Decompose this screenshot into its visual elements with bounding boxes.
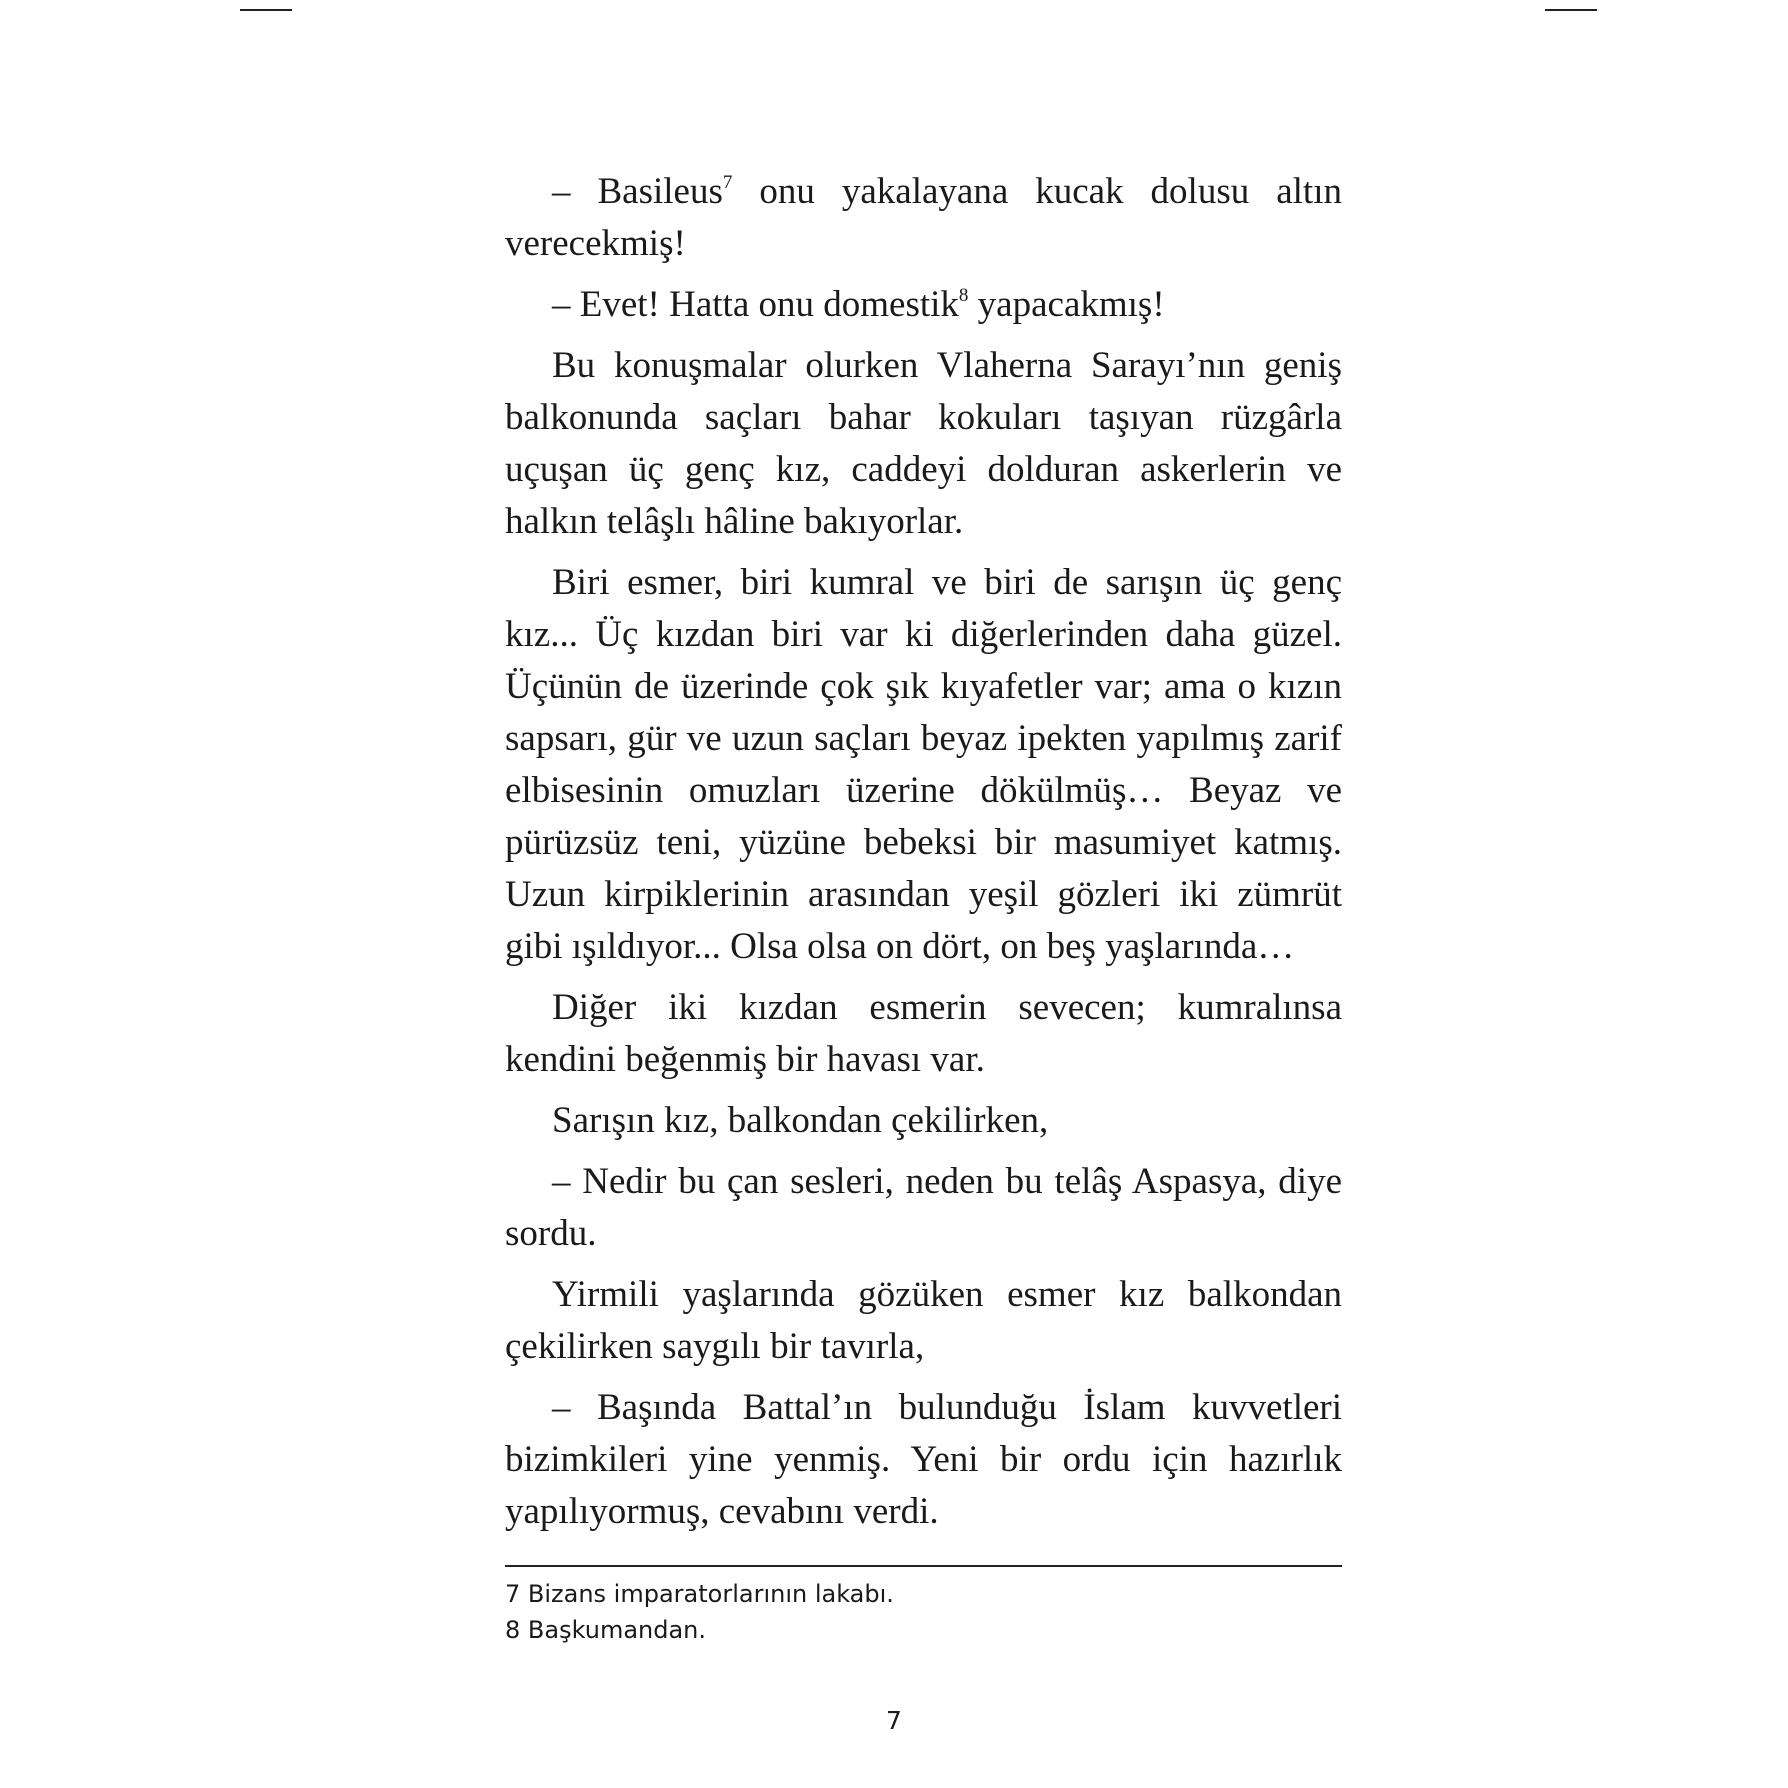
footnote-ref-7[interactable]: 7	[722, 171, 733, 193]
paragraph-1-text-start: – Basileus	[552, 171, 723, 212]
footnote-8: 8 Başkumandan.	[505, 1616, 707, 1644]
paragraph-6: Sarışın kız, balkondan çekilirken,	[552, 1100, 1049, 1141]
footnote-ref-8[interactable]: 8	[958, 284, 969, 306]
paragraph-8: Yirmili yaşlarında gözüken esmer kız balkondan çekilirken saygılı bir tavırla,	[505, 1274, 1342, 1367]
footnote-7: 7 Bizans imparatorlarının lakabı.	[505, 1580, 894, 1608]
footnotes	[505, 1576, 1342, 1648]
body-text	[505, 166, 1342, 1547]
paragraph-5: Diğer iki kızdan esmerin sevecen; kumralınsa kendini beğenmiş bir havası var.	[505, 987, 1342, 1080]
paragraph-2-text-start: – Evet! Hatta onu domestik	[552, 284, 959, 325]
paragraph-2-text-end: yapacakmış!	[968, 284, 1165, 325]
crop-mark-right	[1545, 9, 1597, 11]
paragraph-1	[505, 166, 1342, 270]
paragraph-4: Biri esmer, biri kumral ve biri de sarışın üç genç kız... Üç kızdan biri var ki diğerlerinden daha güzel. Üçünün de üzerinde çok şık kıyafetler var; ama o kızın sapsarı, gür ve uzun saçları beyaz ipekten yapılmış zarif elbisesinin omuzları üzerine dökülmüş… Beyaz ve pürüzsüz teni, yüzüne bebeksi bir masumiyet katmış. Uzun kirpiklerinin arasından yeşil gözleri iki zümrüt gibi ışıldıyor... Olsa olsa on dört, on beş yaşlarında…	[505, 562, 1342, 967]
footnote-divider	[505, 1565, 1342, 1567]
paragraph-2	[505, 279, 1342, 331]
paragraph-3: Bu konuşmalar olurken Vlaherna Sarayı’nın geniş balkonunda saçları bahar kokuları taşıyan rüzgârla uçuşan üç genç kız, caddeyi dolduran askerlerin ve halkın telâşlı hâline bakıyorlar.	[505, 345, 1342, 542]
paragraph-1-text-end: onu yakalayana kucak dolusu altın verecekmiş!	[505, 171, 1342, 264]
crop-mark-left	[240, 9, 292, 11]
paragraph-9: – Başında Battal’ın bulunduğu İslam kuvvetleri bizimkileri yine yenmiş. Yeni bir ordu için hazırlık yapılıyormuş, cevabını verdi.	[505, 1387, 1342, 1532]
paragraph-7: – Nedir bu çan sesleri, neden bu telâş Aspasya, diye sordu.	[505, 1161, 1342, 1254]
page-number: 7	[886, 1706, 902, 1735]
